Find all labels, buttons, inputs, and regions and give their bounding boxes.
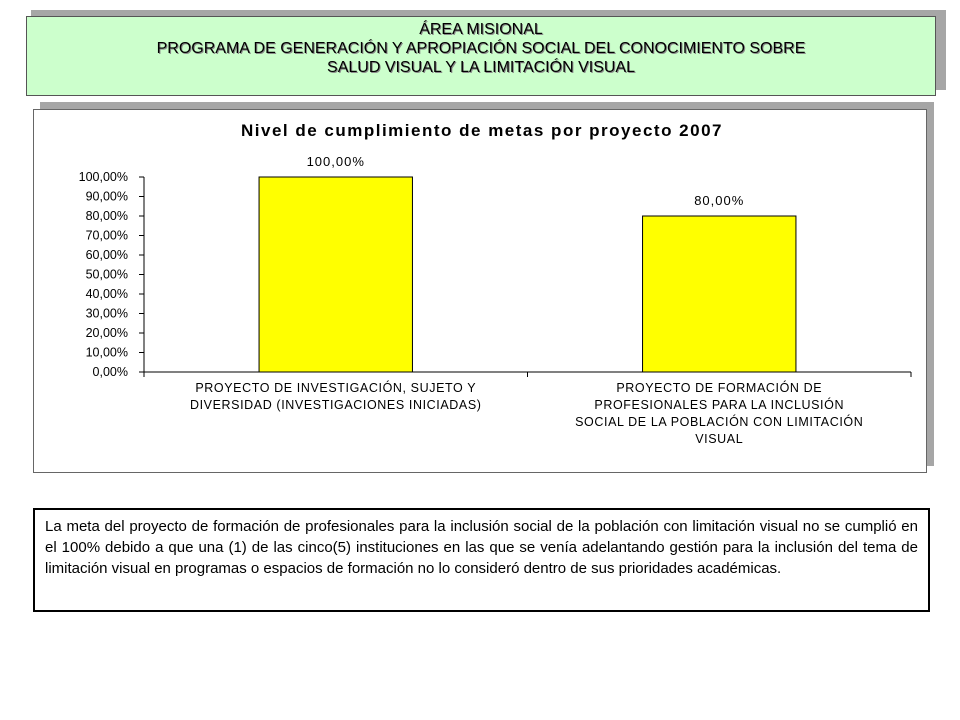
- x-tick-label-line: PROYECTO DE INVESTIGACIÓN, SUJETO Y: [195, 381, 477, 395]
- chart-title: Nivel de cumplimiento de metas por proyecto 2007: [240, 121, 724, 140]
- y-tick-label: 0,00%: [92, 365, 128, 379]
- data-label: 80,00%: [694, 193, 745, 208]
- x-tick-label-line: PROYECTO DE FORMACIÓN DE: [616, 381, 823, 395]
- y-tick-label: 50,00%: [85, 267, 128, 282]
- note-text: La meta del proyecto de formación de profesionales para la inclusión social de la población con limitación visual no se cumplió en el 100% debido a que una (1) de las cinco(5) instituciones en las que se venía adelantando gestión para la inclusión del tema de limitación visual en programas o espacios de formación no lo consideró dentro de sus prioridades académicas.: [45, 518, 918, 577]
- x-tick-label-line: DIVERSIDAD (INVESTIGACIONES INICIADAS): [189, 398, 482, 412]
- y-tick-label: 40,00%: [85, 287, 128, 301]
- y-tick-label: 100,00%: [78, 170, 128, 184]
- chart-container: [33, 109, 927, 473]
- y-tick-label: 80,00%: [85, 209, 128, 223]
- header-line-3: SALUD VISUAL Y LA LIMITACIÓN VISUAL: [327, 59, 635, 76]
- bar: [259, 177, 412, 372]
- header-line-2: PROGRAMA DE GENERACIÓN Y APROPIACIÓN SOCIAL DEL CONOCIMIENTO SOBRE: [156, 40, 806, 57]
- y-tick-label: 30,00%: [85, 306, 128, 321]
- x-tick-label: [575, 380, 863, 446]
- header-line-1: ÁREA MISIONAL: [419, 21, 543, 38]
- data-label: 100,00%: [306, 154, 365, 169]
- y-tick-label: 20,00%: [85, 326, 128, 340]
- x-tick-label: [190, 380, 482, 412]
- x-tick-label-line: PROFESIONALES PARA LA INCLUSIÓN: [594, 398, 845, 412]
- y-tick-label: 60,00%: [85, 248, 128, 262]
- header-banner: [26, 16, 936, 96]
- y-tick-label: 70,00%: [85, 228, 128, 243]
- bar-chart: [34, 110, 928, 474]
- y-tick-label: 10,00%: [85, 345, 128, 360]
- x-tick-label-line: VISUAL: [695, 432, 744, 446]
- x-tick-label-line: SOCIAL DE LA POBLACIÓN CON LIMITACIÓN: [575, 415, 864, 429]
- explanation-note: [33, 508, 930, 612]
- y-tick-label: 90,00%: [85, 189, 128, 204]
- bar: [643, 216, 796, 372]
